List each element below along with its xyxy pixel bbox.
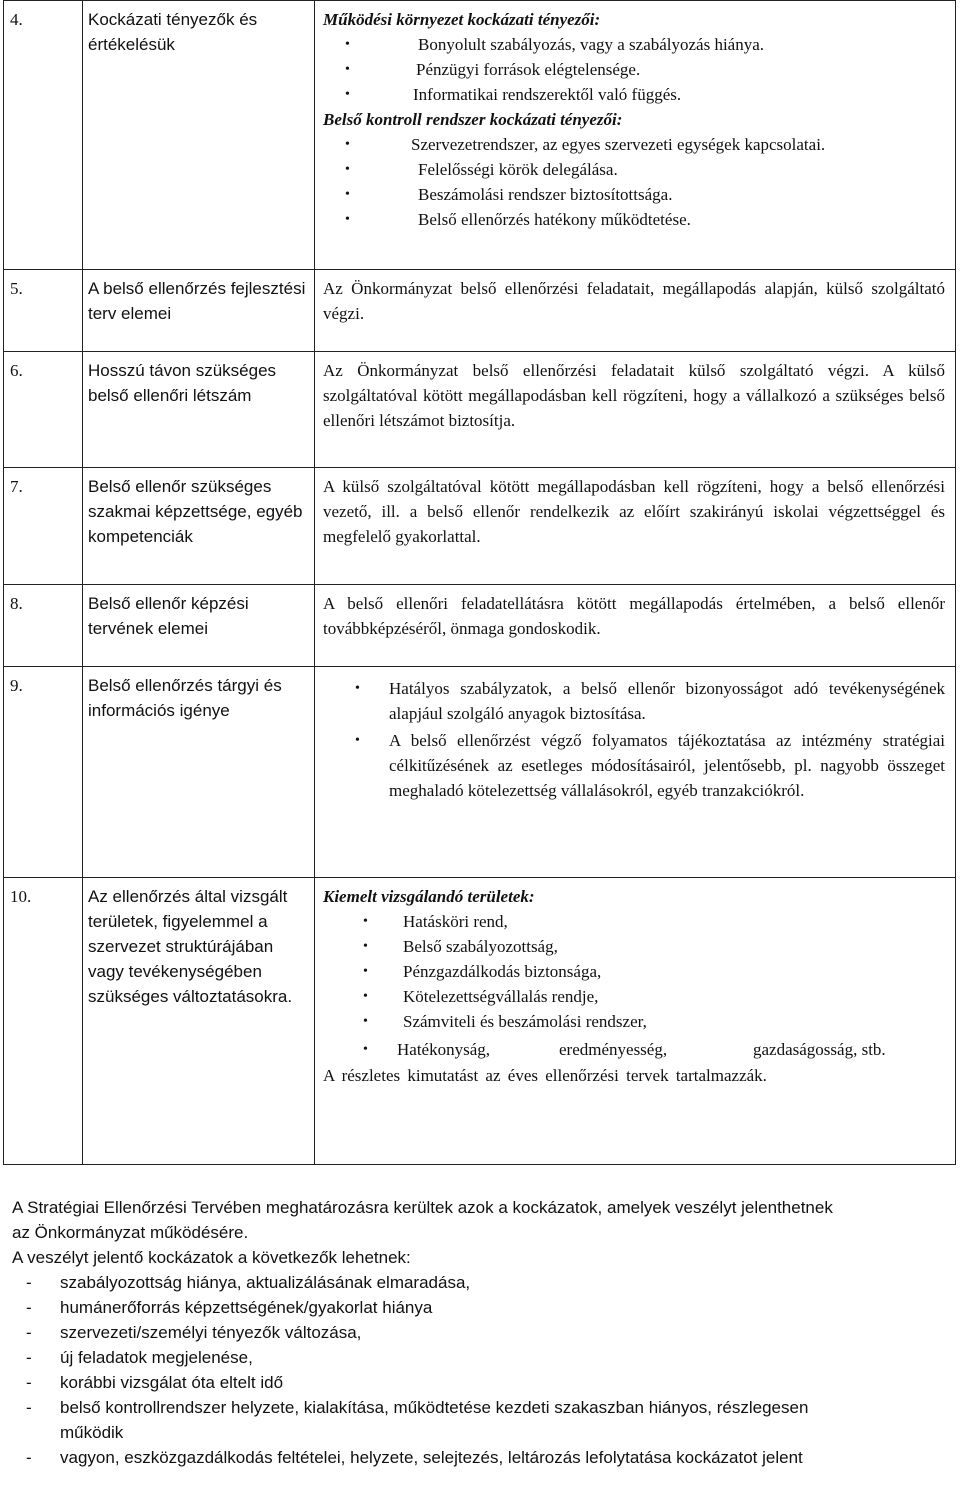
list-item [323, 728, 945, 803]
bullet-icon: • [363, 939, 368, 954]
row-number: 8. [4, 585, 83, 667]
list-item-text: A belső ellenőrzést végző folyamatos tájékoztatása az intézmény stratégiai célkitűzésének az esetleges módosításairól, jelentősebb, pl. nagyobb összeget meghaladó kötelezettség vállalásokról, egyéb tranzakciókról. [389, 731, 945, 800]
list-item-text: eredményesség, [559, 1040, 668, 1059]
row-number: 5. [4, 270, 83, 352]
dash-icon: - [26, 1298, 32, 1317]
section-heading: Kiemelt vizsgálandó területek: [323, 887, 535, 906]
table-row [4, 468, 956, 585]
table-row [4, 878, 956, 1165]
row-content [315, 1, 956, 270]
dash-list [12, 1270, 842, 1470]
list-item-text: Hatályos szabályzatok, a belső ellenőr bizonyosságot adó tevékenységének alapjául szolgáló anyagok biztosítása. [389, 679, 945, 723]
list-item [323, 934, 945, 959]
bullet-icon: • [355, 681, 360, 696]
table-row [4, 585, 956, 667]
list-item [12, 1295, 842, 1320]
list-item-text: Belső ellenőrzés hatékony működtetése. [418, 210, 691, 229]
list-item [12, 1395, 842, 1445]
list-item-text: Pénzgazdálkodás biztonsága, [403, 962, 602, 981]
row-content: Az Önkormányzat belső ellenőrzési feladatait, megállapodás alapján, külső szolgáltató végzi. [315, 270, 956, 352]
bullet-icon: • [345, 137, 350, 152]
list-item-text: Felelősségi körök delegálása. [418, 160, 618, 179]
bullet-icon: • [363, 964, 368, 979]
list-item [323, 157, 945, 182]
table-row [4, 1, 956, 270]
list-item [12, 1270, 842, 1295]
list-item-text: Beszámolási rendszer biztosítottsága. [418, 185, 673, 204]
closing-note: A részletes kimutatást az éves ellenőrzési tervek tartalmazzák. [323, 1066, 767, 1085]
table-row [4, 352, 956, 468]
list-item-text: Belső szabályozottság, [403, 937, 558, 956]
list-item [323, 207, 945, 232]
list-item-text: vagyon, eszközgazdálkodás feltételei, helyzete, selejtezés, leltározás lefolytatása kockázatot jelent [60, 1448, 803, 1467]
paragraph: A veszélyt jelentő kockázatok a következők lehetnek: [12, 1248, 411, 1267]
dash-icon: - [26, 1273, 32, 1292]
list-item [12, 1320, 842, 1345]
bullet-list [323, 132, 945, 232]
dash-icon: - [26, 1348, 32, 1367]
list-item [323, 82, 945, 107]
bullet-icon: • [363, 989, 368, 1004]
dash-icon: - [26, 1323, 32, 1342]
list-item [323, 909, 945, 934]
section-heading: Működési környezet kockázati tényezői: [323, 10, 601, 29]
dash-icon: - [26, 1448, 32, 1467]
list-item [323, 984, 945, 1009]
row-label: A belső ellenőrzés fejlesztési terv elemei [83, 270, 315, 352]
list-item [323, 676, 945, 726]
list-item-text: Hatásköri rend, [403, 912, 508, 931]
row-label: Kockázati tényezők és értékelésük [83, 1, 315, 270]
table-row [4, 270, 956, 352]
list-item-text: Szervezetrendszer, az egyes szervezeti egységek kapcsolatai. [411, 135, 826, 154]
row-label: Belső ellenőr képzési tervének elemei [83, 585, 315, 667]
row-content: A külső szolgáltatóval kötött megállapodásban kell rögzíteni, hogy a belső ellenőrzési vezető, ill. a belső ellenőr rendelkezik az előírt szakirányú iskolai végzettséggel és megfelelő gyakorlattal. [315, 468, 956, 585]
list-item-text: Pénzügyi források elégtelensége. [416, 60, 641, 79]
bullet-icon: • [345, 37, 350, 52]
list-item [12, 1370, 842, 1395]
bullet-icon: • [363, 914, 368, 929]
row-number: 10. [4, 878, 83, 1165]
list-item-text: Informatikai rendszerektől való függés. [413, 85, 682, 104]
row-label: Hosszú távon szükséges belső ellenőri létszám [83, 352, 315, 468]
list-item [323, 1009, 945, 1034]
internal-audit-plan-table [3, 0, 956, 1165]
list-item [12, 1345, 842, 1370]
list-item [323, 1037, 945, 1062]
list-item [323, 32, 945, 57]
bullet-icon: • [345, 62, 350, 77]
row-content [315, 878, 956, 1165]
bullet-icon: • [363, 1042, 368, 1057]
section-heading: Belső kontroll rendszer kockázati tényezői: [323, 110, 623, 129]
list-item-text: gazdaságosság, stb. [753, 1040, 886, 1059]
dash-icon: - [26, 1373, 32, 1392]
list-item-text: Számviteli és beszámolási rendszer, [403, 1012, 647, 1031]
bullet-list [323, 32, 945, 107]
list-item [323, 132, 945, 157]
list-item-text: Kötelezettségvállalás rendje, [403, 987, 599, 1006]
row-content: Az Önkormányzat belső ellenőrzési feladatait külső szolgáltató végzi. A külső szolgáltatóval kötött megállapodásban kell rögzíteni, hogy a vállalkozó a szükséges belső ellenőri létszámot biztosítja. [315, 352, 956, 468]
list-item-text: humánerőforrás képzettségének/gyakorlat hiánya [60, 1298, 433, 1317]
list-item-text: új feladatok megjelenése, [60, 1348, 253, 1367]
list-item [12, 1445, 842, 1470]
row-number: 4. [4, 1, 83, 270]
list-item [323, 57, 945, 82]
list-item-text: korábbi vizsgálat óta eltelt idő [60, 1373, 284, 1392]
row-number: 9. [4, 667, 83, 878]
row-label: Az ellenőrzés által vizsgált területek, figyelemmel a szervezet struktúrájában vagy tevékenységében szükséges változtatásokra. [83, 878, 315, 1165]
row-label: Belső ellenőr szükséges szakmai képzettsége, egyéb kompetenciák [83, 468, 315, 585]
bullet-icon: • [345, 87, 350, 102]
bullet-icon: • [355, 733, 360, 748]
table-row [4, 667, 956, 878]
list-item-text: szabályozottság hiánya, aktualizálásának elmaradása, [60, 1273, 471, 1292]
list-item-text: Hatékonyság, [397, 1040, 491, 1059]
row-content: A belső ellenőri feladatellátásra kötött megállapodás értelmében, a belső ellenőr továbbképzéséről, önmaga gondoskodik. [315, 585, 956, 667]
bullet-icon: • [345, 187, 350, 202]
bullet-icon: • [363, 1014, 368, 1029]
bullet-list [323, 673, 945, 803]
list-item-text: szervezeti/személyi tényezők változása, [60, 1323, 362, 1342]
row-label: Belső ellenőrzés tárgyi és információs igénye [83, 667, 315, 878]
row-content [315, 667, 956, 878]
bullet-icon: • [345, 212, 350, 227]
list-item-text: belső kontrollrendszer helyzete, kialakítása, működtetése kezdeti szakaszban hiányos, részlegesen működik [60, 1398, 809, 1442]
row-number: 6. [4, 352, 83, 468]
list-item [323, 182, 945, 207]
bullet-list [323, 909, 945, 1062]
dash-icon: - [26, 1398, 32, 1417]
list-item-text: Bonyolult szabályozás, vagy a szabályozás hiánya. [418, 35, 765, 54]
risk-summary-section [12, 1195, 842, 1470]
row-number: 7. [4, 468, 83, 585]
bullet-icon: • [345, 162, 350, 177]
paragraph: A Stratégiai Ellenőrzési Tervében meghatározásra kerültek azok a kockázatok, amelyek veszélyt jelenthetnek az Önkormányzat működésére. [12, 1198, 833, 1242]
list-item [323, 959, 945, 984]
